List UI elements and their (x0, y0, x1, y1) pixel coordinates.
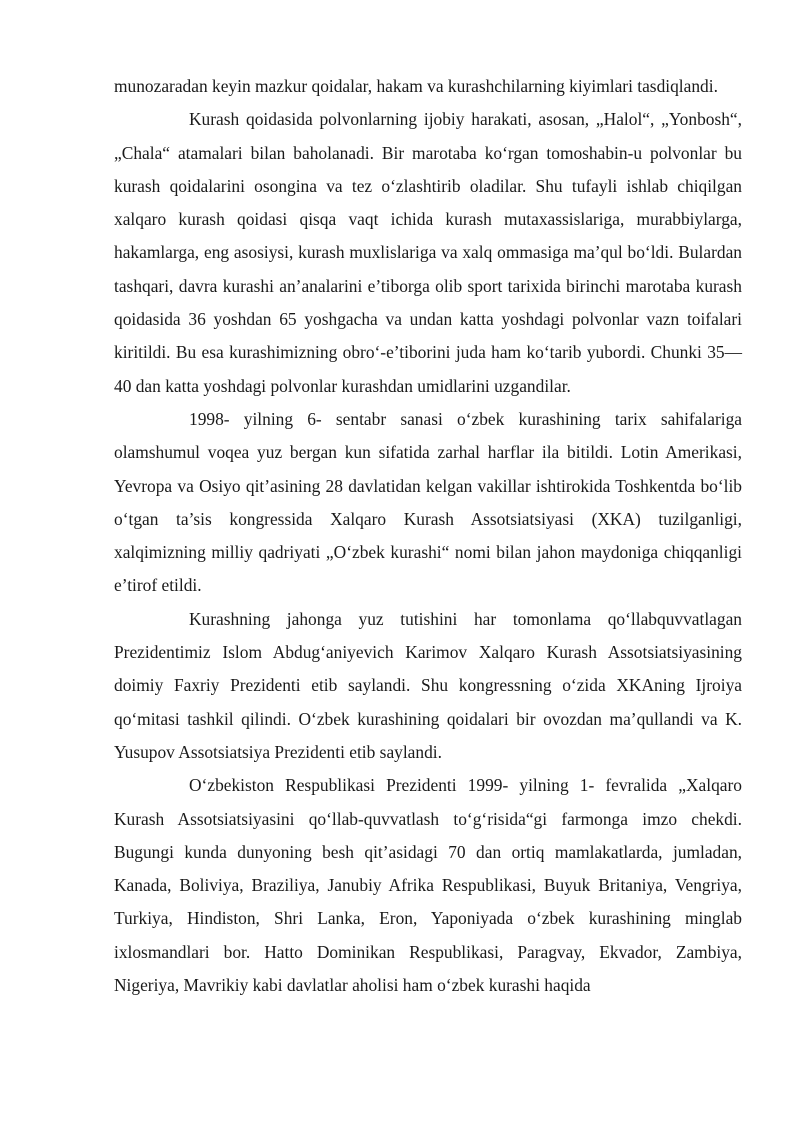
paragraph-1999-decree: O‘zbekiston Respublikasi Prezidenti 1999- yilning 1- fevralida „Xalqaro Kurash Assotsiatsiyasini qo‘llab-quvvatlash to‘g‘risida“gi farmonga imzo chekdi. Bugungi kunda dunyoning besh qit’asidagi 70 dan ortiq mamlakatlarda, jumladan, Kanada, Boliviya, Braziliya, Janubiy Afrika Respublikasi, Buyuk Britaniya, Vengriya, Turkiya, Hindiston, Shri Lanka, Eron, Yaponiyada o‘zbek kurashining minglab ixlosmandlari bor. Hatto Dominikan Respublikasi, Paragvay, Ekvador, Zambiya, Nigeriya, Mavrikiy kabi davlatlar aholisi ham o‘zbek kurashi haqida (114, 775, 742, 996)
document-page (114, 70, 742, 1002)
paragraph-continuation: munozaradan keyin mazkur qoidalar, hakam va kurashchilarning kiyimlari tasdiqlandi. (114, 76, 718, 96)
paragraph-1998-congress: 1998- yilning 6- sentabr sanasi o‘zbek kurashining tarix sahifalariga olamshumul voqea yuz bergan kun sifatida zarhal harflar ila bitildi. Lotin Amerikasi, Yevropa va Osiyo qit’asining 28 davlatidan kelgan vakillar ishtirokida Toshkentda bo‘lib o‘tgan ta’sis kongressida Xalqaro Kurash Assotsiatsiyasi (XKA) tuzilganligi, xalqimizning milliy qadriyati „O‘zbek kurashi“ nomi bilan jahon maydoniga chiqqanligi e’tirof etildi. (114, 408, 742, 596)
paragraph-honorary-president: Kurashning jahonga yuz tutishini har tomonlama qo‘llabquvvatlagan Prezidentimiz Islom Abdug‘aniyevich Karimov Xalqaro Kurash Assotsiatsiyasining doimiy Faxriy Prezidenti etib saylandi. Shu kongressning o‘zida XKAning Ijroiya qo‘mitasi tashkil qilindi. O‘zbek kurashining qoidalari bir ovozdan ma’qullandi va K. Yusupov Assotsiatsiya Prezidenti etib saylandi. (114, 608, 742, 762)
paragraph-kurash-rules: Kurash qoidasida polvonlarning ijobiy harakati, asosan, „Halol“, „Yonbosh“, „Chala“ atamalari bilan baholanadi. Bir marotaba ko‘rgan tomoshabin-u polvonlar bu kurash qoidalarini osongina va tez o‘zlashtirib oladilar. Shu tufayli ishlab chiqilgan xalqaro kurash qoidasi qisqa vaqt ichida kurash mutaxassislariga, murabbiylarga, hakamlarga, eng asosiysi, kurash muxlislariga va xalq ommasiga ma’qul bo‘ldi. Bulardan tashqari, davra kurashi an’analarini e’tiborga olib sport tarixida birinchi marotaba kurash qoidasida 36 yoshdan 65 yoshgacha va undan katta yoshdagi polvonlar vazn toifalari kiritildi. Bu esa kurashimizning obro‘-e’tiborini juda ham ko‘tarib yubordi. Chunki 35—40 dan katta yoshdagi polvonlar kurashdan umidlarini uzgandilar. (114, 109, 742, 396)
